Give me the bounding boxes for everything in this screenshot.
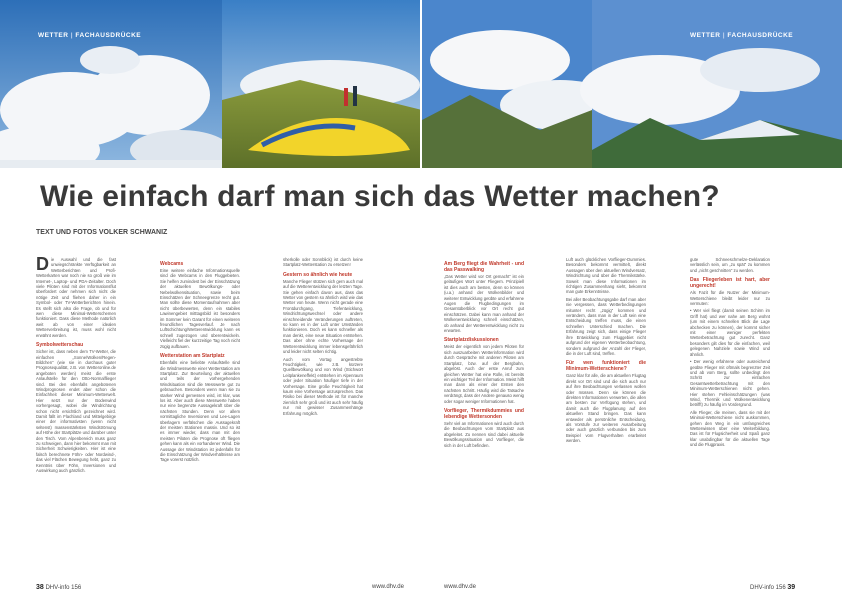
body-text: Symbolwetterschau — [36, 342, 84, 349]
paragraph — [444, 274, 524, 333]
body-text: Webcams — [160, 261, 184, 267]
subheading — [444, 337, 524, 343]
body-text: Sicher ist, dass neben dem TV-Wetter, die einfachen „Sonne/Wolken/Regen-Bildchen“ (wie sie in durchaus guter Prognosequalität, z.B. von Wetteronline.de angeboten werden) meist die erste Anlaufstelle für den Otto-Normalflieger sind. Bei den ebenfalls angebotenen Windprognosen endet aber schon die Einfachheit dieser Minimum-Wetterwelt. Hier setzt nur der Bodenwind vorhergesagt, wobei die Windrichtung schon nicht ersichtlich gezeichnet wird. Damit fällt im Flachland und Mittelgebirge einer der informativsten (wenn nicht seltenst) massenstärksten Windströmung auf Höhe der Startplätze und darüber unter den Tisch. Vom Alpenbereich muss ganz zu schweigen, dann hier bekommt man mit Sicherheit Schwierigkeiten. Hier ist eine falsch berechnete Föhn- oder Nordwind-, das viel Flächen Bewegung hebt, ganz zu Kenntnis über Föhn, Inversionen und Auswirkung auch gänzlich. — [36, 349, 116, 474]
paragraph — [566, 257, 646, 295]
text-column-6 — [690, 257, 770, 450]
text-column-2 — [160, 257, 240, 465]
paragraph — [283, 257, 363, 268]
body-text: gute Schneeschmelze-Deklaration verlässlich sein, um „zu spät“ zu kommen und „nicht geschnitten“ zu werden. — [690, 257, 770, 273]
paragraph — [690, 359, 770, 408]
paragraph — [566, 297, 646, 356]
body-text: Ebenfalls eine beliebte Anlaufstelle sind die Windmesswerte einer Wetterstation am Startplatz. Zur Beurteilung der aktuellen und teils der vorhergehenden Windsituation sind die Messwerte gut zu gebrauchen. Besonders wenn man sie zu starker Wind gemessen wird, ist klar, was los ist. Aber auch diese Messwerte haben nur eine begrenzte Aussagekraft über die nächsten Stunden. Denn vor allem vormittagliche Inversionen und Lee-Lagen überlagern verfälschen die Aussagekraft der meisten Stationen massiv. Und so ist es immer wieder, dass man mit den meisten Piloten die Prognose oft fliegen gehen kann als ein vorhandener Wind. Die Aussage der Windstation ist jedenfalls für die Einschätzung der Windverhältnisse am Tage vorerst nützlich. — [160, 360, 240, 463]
section-tag-main: WETTER — [38, 32, 69, 39]
paragraph — [283, 279, 363, 355]
paragraph — [690, 308, 770, 357]
subheading — [566, 360, 646, 372]
section-tag-right: WETTER | FACHAUSDRÜCKE — [690, 32, 794, 39]
body-text: Wetterstation am Startplatz — [160, 353, 225, 360]
footer-right — [750, 584, 795, 591]
body-text: Vorflieger, Thermikdummies und lebendige Wettersonden — [444, 407, 524, 420]
paragraph — [283, 357, 363, 416]
body-text: Meist der eigentlich von jedem Piloten für sich auszuarbeiten Wetterinformation wird durch Gespräche mit anderen Piloten am Startplatz, bzw. auf der Bergbahn, abgelöst. Auch der erste Anruf zum gleichen Wetter hat eine Rolle, ist bereits ein wichtiger Teil der Information. Meist hilft man dann als einer der Ersten den nächsten Schritt. Häufig wird die Tatsache verdrängt, dass der Andere genauso wenig oder sogar weniger Informationen hat. — [444, 344, 524, 404]
subheading — [160, 261, 240, 267]
paragraph — [160, 360, 240, 463]
body-text: Auch vom Vortag angestrebte Feuchtigkeit, wie z.B. kürzere Quellbewölkung und von Wind (Stichwort Leitplankeneffekt) entstehen im Alpenraum oder jeder Situation häufiger tiefe in der Vorhersage. Eine große Feuchtigkeit hat kaum eine Vorhersage anzusprechen. Das Risiko bei dieser Methode ist für manche ziemlich sehr groß und ist auch sehr häufig nur mit gewisser Zusammenhänge Erfahrung möglich. — [283, 356, 363, 416]
section-tag-sub: FACHAUSDRÜCKE — [727, 32, 794, 39]
body-text: Gestern so ähnlich wie heute — [283, 271, 353, 278]
paragraph — [36, 349, 116, 473]
body-text: Als Fazit für die Nutzer der Minimum-Wetterschiene bleibt leider nur zu vermuten: — [690, 290, 770, 307]
paragraph — [690, 257, 770, 273]
text-column-3 — [283, 257, 363, 418]
section-tag-left: WETTER | FACHAUSDRÜCKE — [38, 32, 142, 39]
body-text: ie Auswahl und die fast unwiegschränkte Verfügbarkeit an Wetterberichten und Profi-Wetterkarten war noch nie so groß wie im Internet-, Laptop- und PDA-Zeitalter. Doch viele Piloten sind mit der Informationsflut überfordert oder nehmen sich nicht die nötige Zeit und fliehen daher in ein Symbol- oder TV-Wetterberichten hinein. Es stellt sich also die Frage, ob und für wen diese Minimal-Wetterschemen funktioniert. Dass diese Methode natürlich weit ab von einer idealen Wetterverbreitung ist, muss wohl nicht erwähnt werden. — [36, 257, 116, 338]
paragraph — [444, 344, 524, 403]
subheading — [444, 261, 524, 273]
article-byline: TEXT UND FOTOS VOLKER SCHWANIZ — [36, 229, 168, 236]
subheading — [690, 277, 770, 289]
body-text: Startplatzdiskussionen — [444, 337, 499, 344]
body-text: Manche Flieger stützen sich gern auch mal auf die Wetterentwicklung der letzten Tage. Sie gehen einfach davon aus, dass das Wetter von gestern so ähnlich wird wie das Wetter von heute. Wenn nicht gerade eine Frontdurchgang, Tiefentwicklung, Windrichtungswechsel oder andere einschneidende Veränderungen auftreten, so kann es in der Luft unter Umständen funktionieren. Doch es kann schneller als man denkt, eine neue Situation entstehen. Das aber ohne echte Vorhersage der Wetterentwicklung immer lebensgefährlich und leider nicht selten richtig. — [283, 278, 363, 355]
body-text: Sehr viel an Informationen wird auch durch die Beobachtungen vom Startplatz aus abgeleitet. Zu nennen sind dabei aktuelle Bewölkungssituation und Vorflieger, die sich in der Luft befinden. — [444, 420, 524, 448]
body-text: „Das Wetter wird vor Ort gemacht“ ist ein geläufiges Wort unter Fliegern. Prinzipiell ist dies auch am besten, denn so können (u.a.) anhand der Wolkenbilder und weiterer Entwicklung geübte und erfahrene Augen die Flugbedingungen im Gesamtüberblick vor Ort recht gut einschätzen. Dabei kann man anhand der Wolkenentwicklung schnell einschätzen, ob anhand der Wetterentwicklung nicht zu erwarten. — [444, 274, 524, 334]
body-text: Am Berg fliegt die Wahrheit - und das Passwalking — [444, 261, 524, 273]
article-title: Wie einfach darf man sich das Wetter machen? — [40, 180, 720, 213]
body-text: sherkolle oder Sonnblick) ist durch keine Startplatz-Wetterstation zu ersetzen! — [283, 257, 363, 268]
page-number-right: 39 — [787, 584, 796, 591]
body-text: • Wer viel fliegt (damit seinen Schirm im Griff hat) und wer nahe am Berg wohnt (um mit einem schnellen Blick die Lage abchecken zu können), der kommt sicher mit einer weniger perfekten Wetterbetrachtung gut zurecht. Ganz besonders gilt dies für die einfachen, weil gelegenen Nahziele sowie Wind und ähnlich. — [690, 308, 770, 357]
page-number-left: 38 — [36, 584, 44, 591]
footer-left — [36, 584, 81, 591]
page-gutter — [420, 0, 422, 595]
subheading — [283, 272, 363, 278]
body-text: Eine weitere einfache Informationsquelle sind die Webcams in den Fluggebieten. Sie helfen zumindest bei der Einschätzung der aktuellen Bewölkungs- oder Nebelwolkensituation, sowie beim Einschätzen der Schneegrenze recht gut. Man sollte diese Momentaufnahmen aber nicht überbewerten, denn ein stabiles Lawinengebiet mitttagsbild ist besonders im Sommer kein Garant für einen weiteren freundlichen Tagesverlauf. Je nach Luftschichtung/Wetterentwicklung kann es schnell zugezogen und überentwickeln. Vielleicht fiel der kurzzeitige Tag noch nicht zügig aufbauen. — [160, 268, 240, 349]
subheading — [160, 353, 240, 359]
paragraph — [36, 254, 116, 338]
body-text: Das Fliegerleben ist hart, aber ungerecht! — [690, 277, 770, 290]
body-text: Luft auch glücklichen Vorflieger-Dummies. Besonders bekommt vermittelt, direkt Aussagen über den aktuellen Windversatz, Windrichtung und über die Thermikstärke. Soweit man diese Informationen im richtigen Zusammenhang sieht, bekommt man gute Erkenntnisse. — [566, 257, 646, 295]
text-column-5 — [566, 257, 646, 446]
paragraph — [444, 421, 524, 448]
body-text: Alle Flieger, die meinen, dass sie mit der Minimal-Wetterschiene nicht auskommen, gehen den Weg in ein umfangreiches Wetterwissen über eine Weiterbildung. Das ist für Flugsicherheit und Spaß ganz klar unabdingbar für die aktuellen Tage und die Flugpraxis. — [690, 409, 770, 448]
text-column-1 — [36, 254, 116, 475]
section-tag-main: WETTER — [690, 32, 721, 39]
body-text: Bei aller Beobachtungsgabe darf man aber nie vergessen, dass Wetterbedingungen mitunter recht „zügig“ kommen und verändern, dass man in der Luft sein eine Entscheidung treffen muss, die einen schnellen Unterschied machen. Die Erfahrung zeigt sich, dass einige Flieger ihre Entwicklung zum Fluggebiet nicht aufgrund der eigenen Wetterbeobachtung, sondern aufgrund der Anzahl der Flieger, die in der Luft sind, treffen. — [566, 296, 646, 356]
subheading — [444, 408, 524, 420]
body-text: Ganz klar für alle, die am aktuellen Flugtag direkt vor Ort sind und die sich auch nur auf ihre Beobachtungen verlassen wollen oder müssen. Denn sie können die direkten Informationen verwerten, die allen am besten zur Verfügung stehen, und damit auch die Flugplanung auf den aktuellen Stand bringen. Das kann entweder als persönliche Entscheidung, als Vorstufe zur weiteren Ausarbeitung oder auch gänzlich verbunden bis zum Beispiel vom Flugverhalten erarbeitet werden. — [566, 373, 646, 444]
paragraph — [690, 410, 770, 448]
text-column-4 — [444, 257, 524, 450]
section-tag-sub: FACHAUSDRÜCKE — [75, 32, 142, 39]
magazine-name-left: DHV-info 156 — [45, 585, 82, 591]
body-text: Für wen funktioniert die Minimum-Wetterschiene? — [566, 360, 646, 373]
subheading — [36, 342, 116, 348]
paragraph — [566, 373, 646, 443]
drop-cap: D — [36, 254, 49, 274]
magazine-name-right: DHV-info 156 — [750, 585, 786, 591]
footer-url-right: www.dhv.de — [444, 584, 476, 590]
paragraph — [160, 268, 240, 349]
body-text: • Der wenig erfahrene oder ausreichend geübte Flieger mit oftmals begrenzter Zeit und ab vom Berg, sollte unbedingt den Schritt zur einfachen Gesamtwetterbetrachtung mit den Minimum-Wetterschienen nicht gehen. Hier stehen Fehleinschätzungen (was Wind, Thermik und Wolkenentwicklung betrifft) zu häufig im Vordergrund. — [690, 359, 770, 408]
paragraph — [690, 290, 770, 306]
footer-url-left: www.dhv.de — [372, 584, 404, 590]
